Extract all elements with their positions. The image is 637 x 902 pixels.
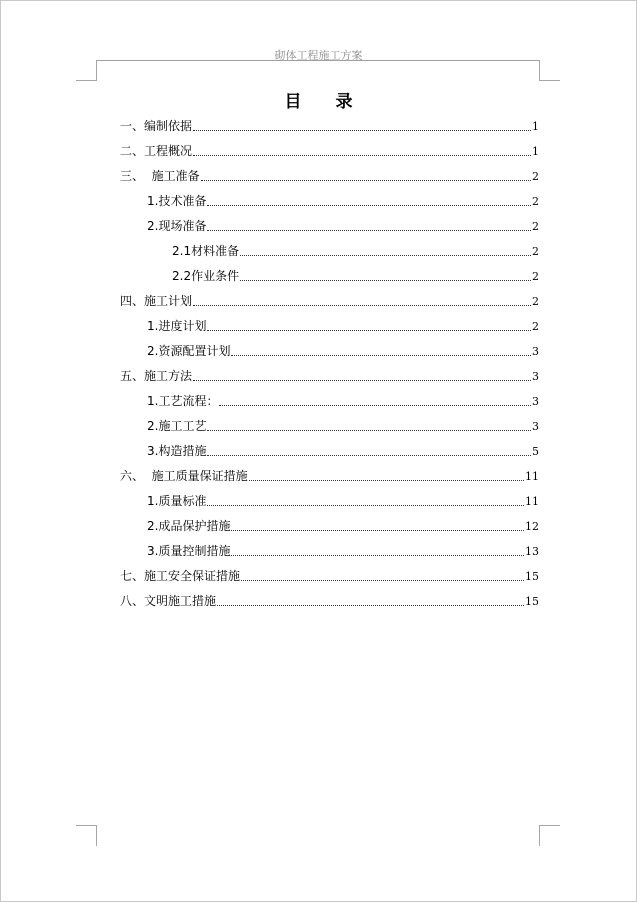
table-of-contents — [120, 116, 539, 616]
toc-entry[interactable] — [120, 241, 539, 266]
toc-entry-text: 2.1材料准备 — [172, 244, 240, 258]
toc-entry[interactable] — [120, 116, 539, 141]
toc-leader-dots — [207, 205, 531, 206]
toc-entry[interactable] — [120, 266, 539, 291]
toc-entry-text: 1.质量标准 — [147, 494, 207, 508]
toc-entry[interactable] — [120, 491, 539, 516]
toc-leader-dots — [241, 580, 524, 581]
toc-leader-dots — [193, 130, 531, 131]
toc-entry[interactable] — [120, 216, 539, 241]
toc-leader-dots — [201, 180, 531, 181]
toc-leader-dots — [193, 380, 531, 381]
toc-leader-dots — [240, 280, 531, 281]
toc-entry-text: 2.成品保护措施 — [147, 519, 231, 533]
margin-corner-top-left — [76, 60, 97, 81]
toc-leader-dots — [207, 330, 531, 331]
toc-entry-text: 2.施工工艺 — [147, 419, 207, 433]
toc-entry[interactable] — [120, 591, 539, 616]
margin-corner-top-right — [539, 60, 560, 81]
toc-entry-text: 七、施工安全保证措施 — [120, 569, 241, 583]
margin-corner-bottom-left — [76, 825, 97, 846]
toc-entry[interactable] — [120, 141, 539, 166]
toc-leader-dots — [231, 355, 531, 356]
toc-leader-dots — [217, 605, 524, 606]
toc-entry-page-number: 3 — [532, 345, 539, 358]
toc-leader-dots — [219, 405, 531, 406]
toc-entry-text: 2.资源配置计划 — [147, 344, 231, 358]
header-rule — [96, 60, 539, 61]
toc-entry-text: 二、工程概况 — [120, 144, 193, 158]
toc-entry-page-number: 5 — [532, 445, 539, 458]
toc-entry-text: 三、 施工准备 — [120, 169, 200, 183]
toc-entry-page-number: 2 — [532, 220, 539, 233]
toc-entry-text: 八、文明施工措施 — [120, 594, 217, 608]
toc-entry-page-number: 11 — [525, 470, 539, 483]
toc-entry-text: 四、施工计划 — [120, 294, 193, 308]
toc-entry-text: 2.现场准备 — [147, 219, 207, 233]
toc-entry-page-number: 3 — [532, 420, 539, 433]
running-header-text: 砌体工程施工方案 — [274, 49, 363, 62]
toc-entry-page-number: 11 — [525, 495, 539, 508]
toc-entry[interactable] — [120, 191, 539, 216]
toc-entry-page-number: 2 — [532, 320, 539, 333]
toc-entry-text: 2.2作业条件 — [172, 269, 240, 283]
toc-leader-dots — [231, 530, 524, 531]
toc-leader-dots — [207, 230, 531, 231]
toc-entry[interactable] — [120, 316, 539, 341]
toc-entry-page-number: 2 — [532, 170, 539, 183]
toc-entry-text: 3.质量控制措施 — [147, 544, 231, 558]
toc-entry-text: 六、 施工质量保证措施 — [120, 469, 248, 483]
toc-entry-text: 一、编制依据 — [120, 119, 193, 133]
toc-entry-page-number: 15 — [525, 570, 539, 583]
toc-entry[interactable] — [120, 366, 539, 391]
toc-leader-dots — [240, 255, 531, 256]
toc-entry[interactable] — [120, 566, 539, 591]
toc-entry-page-number: 12 — [525, 520, 539, 533]
toc-entry[interactable] — [120, 166, 539, 191]
toc-entry-page-number: 2 — [532, 270, 539, 283]
toc-leader-dots — [193, 155, 531, 156]
toc-entry[interactable] — [120, 441, 539, 466]
toc-entry[interactable] — [120, 466, 539, 491]
toc-entry-page-number: 3 — [532, 395, 539, 408]
toc-entry[interactable] — [120, 341, 539, 366]
toc-leader-dots — [249, 480, 524, 481]
toc-entry[interactable] — [120, 541, 539, 566]
toc-entry-text: 3.构造措施 — [147, 444, 207, 458]
toc-entry-page-number: 2 — [532, 195, 539, 208]
toc-entry-text: 1.进度计划 — [147, 319, 207, 333]
toc-entry-page-number: 2 — [532, 295, 539, 308]
toc-leader-dots — [207, 455, 531, 456]
toc-entry[interactable] — [120, 391, 539, 416]
toc-leader-dots — [231, 555, 524, 556]
toc-leader-dots — [207, 430, 531, 431]
toc-entry-text: 五、施工方法 — [120, 369, 193, 383]
toc-entry[interactable] — [120, 291, 539, 316]
toc-entry-page-number: 1 — [532, 145, 539, 158]
toc-entry-page-number: 1 — [532, 120, 539, 133]
margin-corner-bottom-right — [539, 825, 560, 846]
toc-leader-dots — [207, 505, 524, 506]
toc-entry-text: 1.工艺流程： — [147, 394, 219, 408]
toc-entry-text: 1.技术准备 — [147, 194, 207, 208]
toc-title: 目 录 — [284, 92, 367, 112]
toc-entry[interactable] — [120, 416, 539, 441]
toc-leader-dots — [193, 305, 531, 306]
toc-entry-page-number: 13 — [525, 545, 539, 558]
toc-entry-page-number: 2 — [532, 245, 539, 258]
toc-entry-page-number: 3 — [532, 370, 539, 383]
toc-entry[interactable] — [120, 516, 539, 541]
toc-entry-page-number: 15 — [525, 595, 539, 608]
